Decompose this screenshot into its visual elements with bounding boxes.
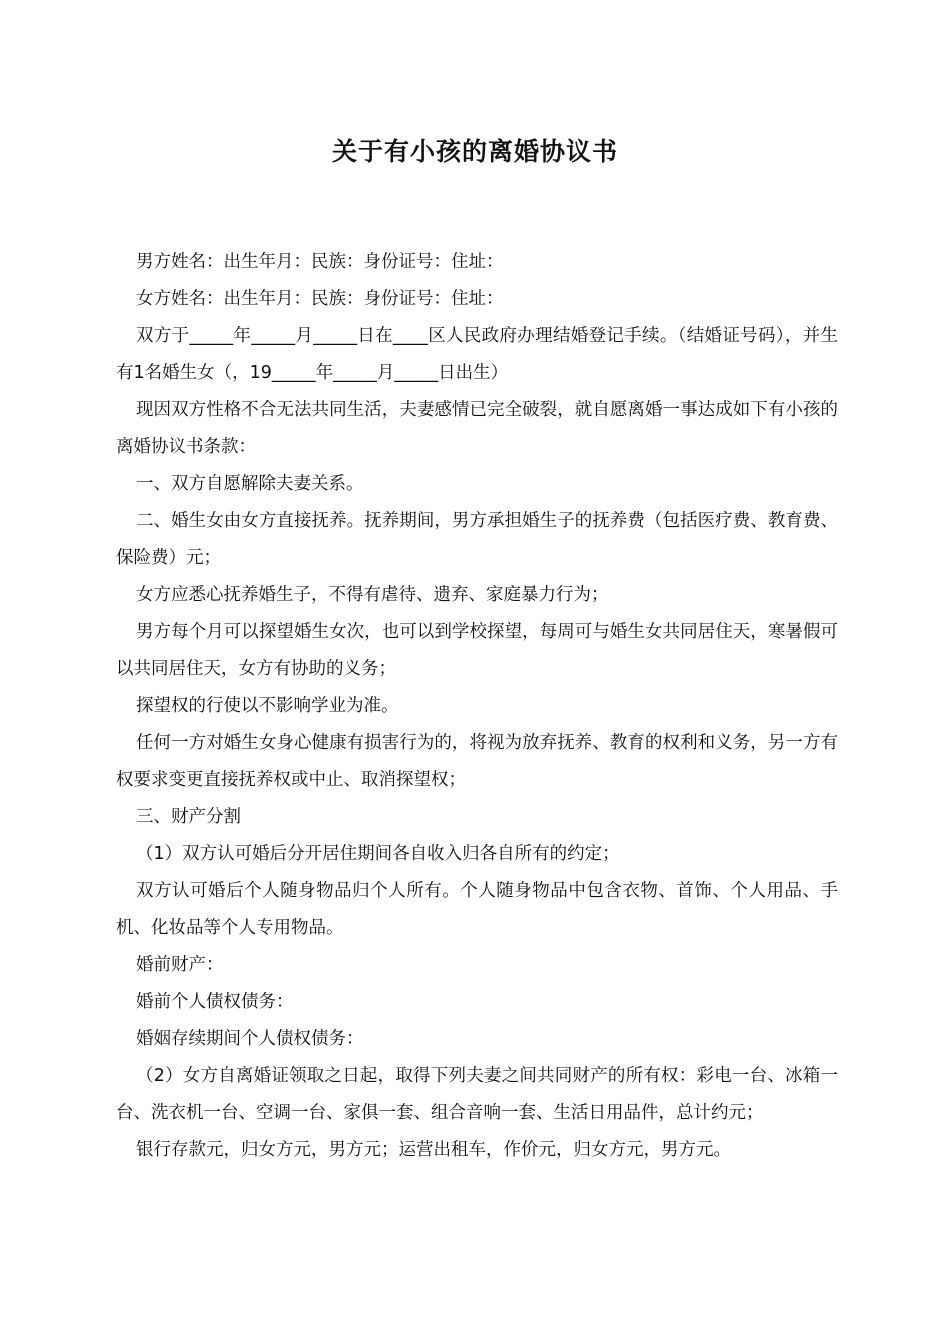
paragraph-bank-deposit: 银行存款元，归女方元，男方元；运营出租车，作价元，归女方元，男方元。 bbox=[136, 1140, 731, 1160]
paragraph-marital-debts: 婚姻存续期间个人债权债务： bbox=[136, 1029, 364, 1049]
paragraph-male-info: 男方姓名：出生年月：民族：身份证号：住址： bbox=[136, 252, 504, 272]
paragraph-custody-duty: 女方应悉心抚养婚生子，不得有虐待、遗弃、家庭暴力行为； bbox=[136, 585, 609, 605]
paragraph-property-2: （2）女方自离婚证领取之日起，取得下列夫妻之间共同财产的所有权：彩电一台、冰箱一台、洗衣机一台、空调一台、家俱一套、组合音响一套、生活日用品件，总计约元； bbox=[116, 1066, 838, 1123]
paragraph-clause-2: 二、婚生女由女方直接抚养。抚养期间，男方承担婚生子的抚养费（包括医疗费、教育费、保险费）元； bbox=[116, 511, 838, 568]
paragraph-harm-clause: 任何一方对婚生女身心健康有损害行为的，将视为放弃抚养、教育的权利和义务，另一方有权要求变更直接抚养权或中止、取消探望权； bbox=[116, 733, 838, 790]
paragraph-visitation-limit: 探望权的行使以不影响学业为准。 bbox=[136, 696, 399, 716]
paragraph-property-1: （1）双方认可婚后分开居住期间各自收入归各自所有的约定； bbox=[136, 844, 620, 864]
paragraph-female-info: 女方姓名：出生年月：民族：身份证号：住址： bbox=[136, 289, 504, 309]
paragraph-premarital-property: 婚前财产： bbox=[136, 955, 224, 975]
paragraph-marriage-registration: 双方于_____年_____月_____日在____区人民政府办理结婚登记手续。（结婚证号码），并生有1名婚生女（，19_____年_____月_____日出生） bbox=[116, 326, 838, 383]
paragraph-divorce-reason: 现因双方性格不合无法共同生活，夫妻感情已完全破裂，就自愿离婚一事达成如下有小孩的离婚协议书条款： bbox=[116, 400, 838, 457]
paragraph-premarital-debts: 婚前个人债权债务： bbox=[136, 992, 294, 1012]
paragraph-clause-1: 一、双方自愿解除夫妻关系。 bbox=[136, 474, 364, 494]
paragraph-personal-items: 双方认可婚后个人随身物品归个人所有。个人随身物品中包含衣物、首饰、个人用品、手机、化妆品等个人专用物品。 bbox=[116, 881, 838, 938]
paragraph-clause-3-heading: 三、财产分割 bbox=[136, 807, 241, 827]
document-body bbox=[116, 244, 838, 1169]
paragraph-visitation: 男方每个月可以探望婚生女次，也可以到学校探望，每周可与婚生女共同居住天，寒暑假可以共同居住天，女方有协助的义务； bbox=[116, 622, 838, 679]
document-title: 关于有小孩的离婚协议书 bbox=[331, 137, 618, 166]
